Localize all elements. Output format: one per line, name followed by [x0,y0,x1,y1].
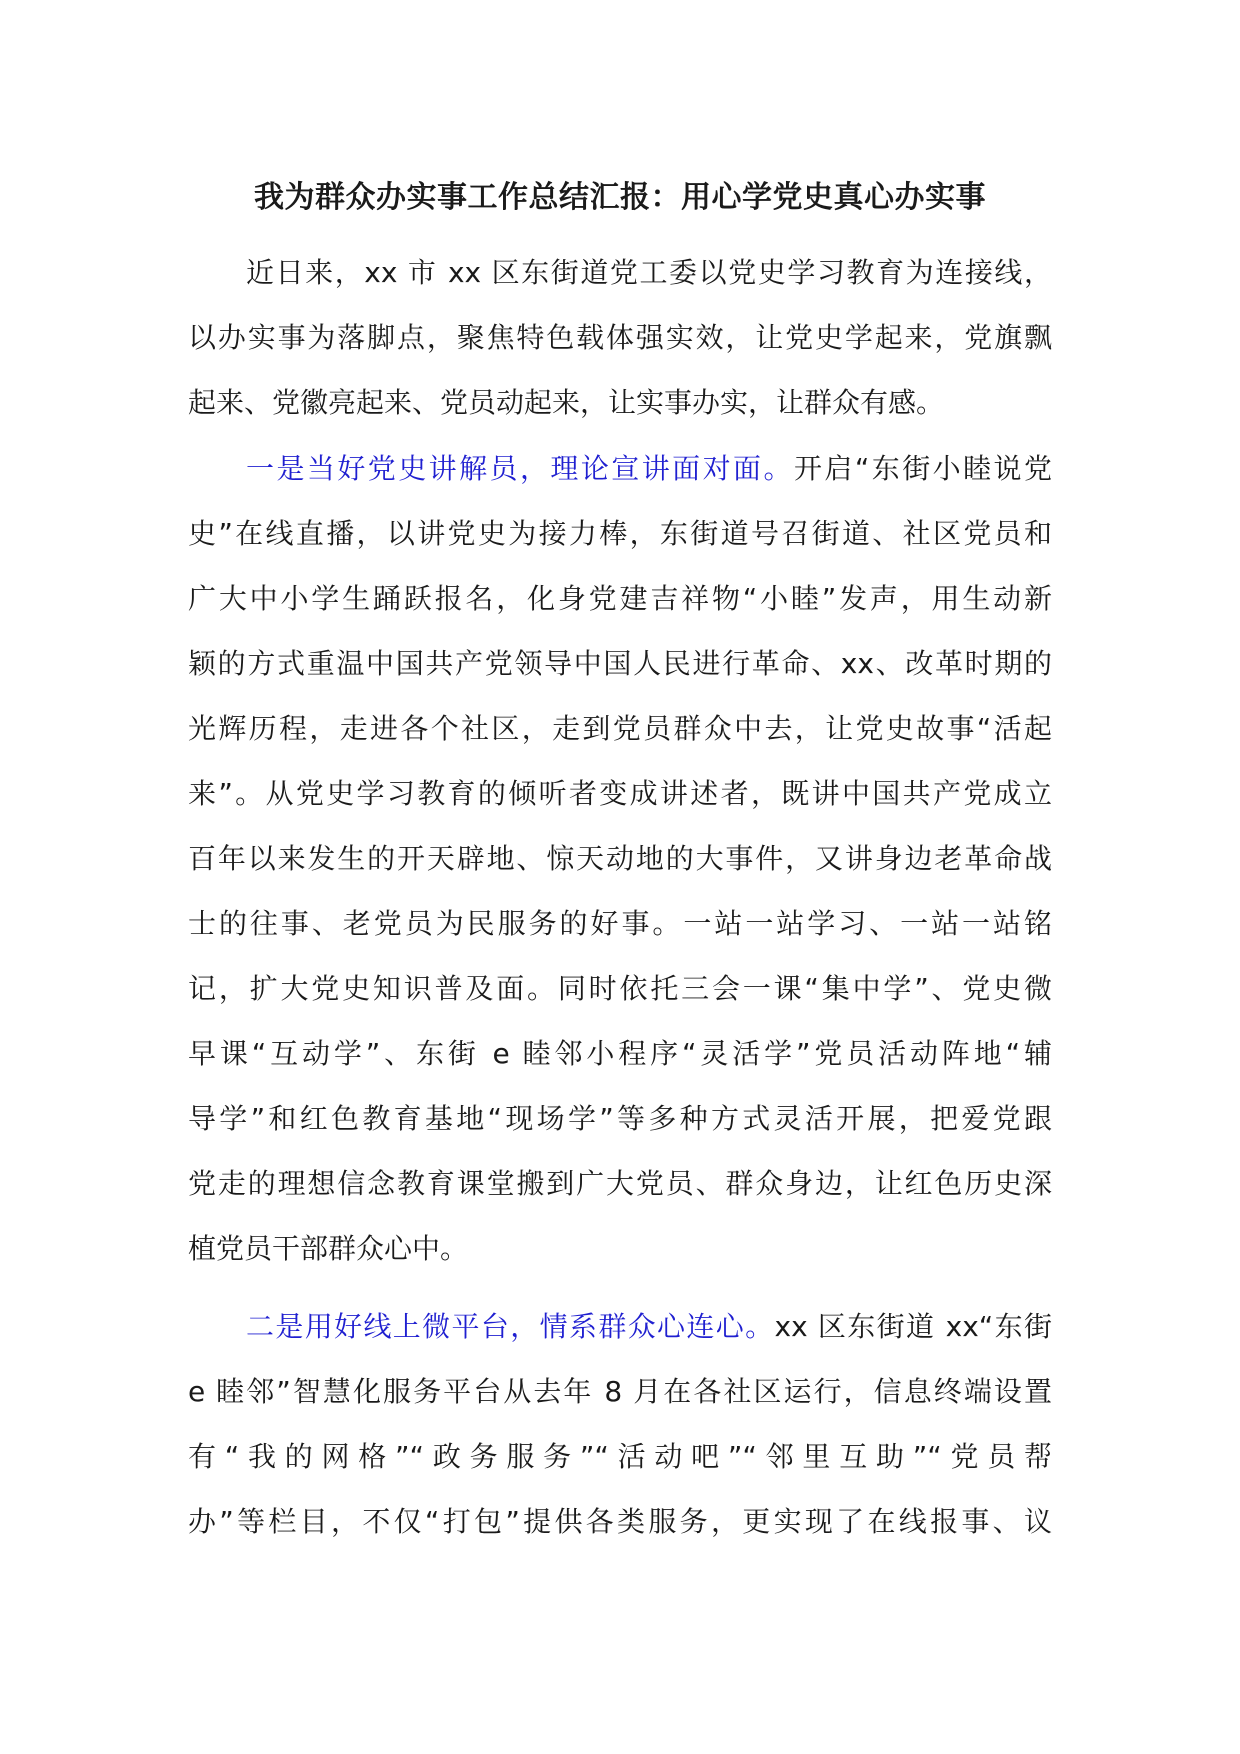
text-line: 早课“互动学”、东街 e 睦邻小程序“灵活学”党员活动阵地“辅 [188,1037,1052,1070]
text-line [188,436,1052,501]
text-line: 史”在线直播，以讲党史为接力棒，东街道号召街道、社区党员和 [188,517,1052,550]
text-line: 党走的理想信念教育课堂搬到广大党员、群众身边，让红色历史深 [188,1167,1052,1200]
text-line: 起来、党徽亮起来、党员动起来，让实事办实，让群众有感。 [188,386,945,419]
text-line: 百年以来发生的开天辟地、惊天动地的大事件，又讲身边老革命战 [188,842,1052,875]
text-line: 光辉历程，走进各个社区，走到党员群众中去，让党史故事“活起 [188,712,1052,745]
text-line: 导学”和红色教育基地“现场学”等多种方式灵活开展，把爱党跟 [188,1102,1052,1135]
text-line: 士的往事、老党员为民服务的好事。一站一站学习、一站一站铭 [188,907,1052,940]
text-run: 开启“东街小睦说党 [793,452,1052,485]
text-line: 以办实事为落脚点，聚焦特色载体强实效，让党史学起来，党旗飘 [188,321,1052,354]
text-line: 有“我的网格”“政务服务”“活动吧”“邻里互助”“党员帮 [188,1440,1052,1473]
paragraph-point-two [188,1294,1052,1554]
text-line: 植党员干部群众心中。 [188,1232,469,1265]
paragraph-point-one [188,436,1052,1281]
text-line [188,1294,1052,1359]
text-line: e 睦邻”智慧化服务平台从去年 8 月在各社区运行，信息终端设置 [188,1375,1052,1408]
document-title: 我为群众办实事工作总结汇报：用心学党史真心办实事 [254,180,986,215]
text-line: 颖的方式重温中国共产党领导中国人民进行革命、xx、改革时期的 [188,647,1052,680]
paragraph-lead-heading: 一是当好党史讲解员，理论宣讲面对面。 [246,452,794,485]
text-run: xx 区东街道 xx“东街 [774,1310,1052,1343]
paragraph-lead-heading: 二是用好线上微平台，情系群众心连心。 [246,1310,775,1343]
text-line: 记，扩大党史知识普及面。同时依托三会一课“集中学”、党史微 [188,972,1052,1005]
paragraph-intro [188,240,1052,435]
text-line: 广大中小学生踊跃报名，化身党建吉祥物“小睦”发声，用生动新 [188,582,1052,615]
text-line: 近日来，xx 市 xx 区东街道党工委以党史学习教育为连接线， [246,256,1052,289]
text-line: 办”等栏目，不仅“打包”提供各类服务，更实现了在线报事、议 [188,1505,1052,1538]
text-line: 来”。从党史学习教育的倾听者变成讲述者，既讲中国共产党成立 [188,777,1052,810]
